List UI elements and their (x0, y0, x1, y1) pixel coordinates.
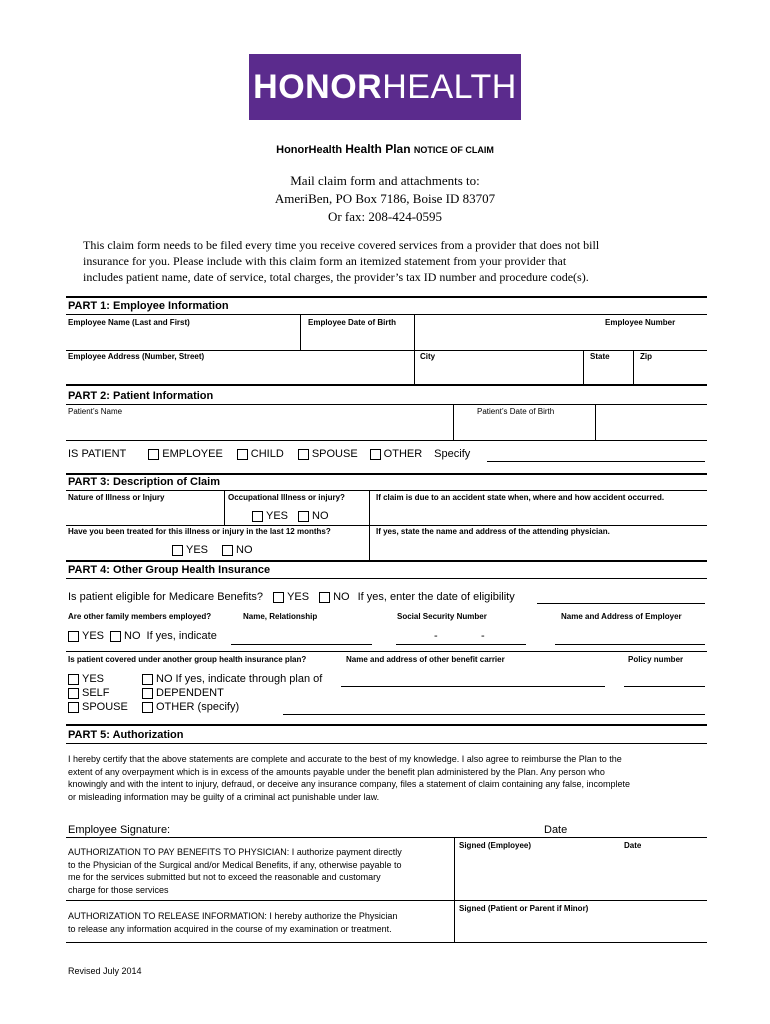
family-options: YES NO If yes, indicate (68, 630, 217, 642)
part3-heading: PART 3: Description of Claim (68, 476, 220, 488)
part5-heading: PART 5: Authorization (68, 729, 184, 741)
mail-instructions: Mail claim form and attachments to: AmeriBen, PO Box 7186, Boise ID 83707 Or fax: 208-424-0595 (274, 173, 496, 224)
treated-label: Have you been treated for this illness or injury in the last 12 months? (68, 527, 331, 536)
eligibility-date-input[interactable] (537, 603, 705, 604)
self-row: SELF (68, 687, 110, 699)
employer-label: Name and Address of Employer (561, 612, 682, 621)
medicare-yes-checkbox[interactable] (273, 592, 284, 603)
policy-label: Policy number (628, 655, 684, 664)
other-row: OTHER (specify) (142, 701, 239, 713)
employee-address-field[interactable]: Employee Address (Number, Street) (68, 352, 205, 361)
self-checkbox[interactable] (68, 688, 79, 699)
covered-label: Is patient covered under another group health insurance plan? (68, 655, 307, 664)
plan-spouse-checkbox[interactable] (68, 702, 79, 713)
auth-release-text: AUTHORIZATION TO RELEASE INFORMATION: I hereby authorize the Physician to release any information acquired in the course of my examination or treatment. (68, 911, 398, 934)
other-specify-input[interactable] (283, 714, 705, 715)
certification-text: I hereby certify that the above statements are complete and accurate to the best of my knowledge. I also agree to reimburse the Plan to the extent of any overpayment which is in excess of the amounts payable under the benefit plan administered by the Plan. Any person who knowingly and with the intent to injury, defraud, or deceive any insurance company, files a statement of claim containing any false, incomplete or misleading information may be guilty of a criminal act punishable under law. (68, 754, 630, 802)
treated-options: YES NO (172, 544, 253, 556)
dependent-checkbox[interactable] (142, 688, 153, 699)
patient-name-field[interactable]: Patient’s Name (68, 407, 123, 416)
occupational-yes-checkbox[interactable] (252, 511, 263, 522)
signed-employee-field[interactable]: Signed (Employee) (459, 841, 532, 850)
form-title: HonorHealth Health Plan NOTICE OF CLAIM (276, 142, 494, 156)
dependent-row: DEPENDENT (142, 687, 224, 699)
medicare-no-checkbox[interactable] (319, 592, 330, 603)
date-label: Date (544, 824, 568, 836)
city-field[interactable]: City (420, 352, 436, 361)
family-no-checkbox[interactable] (110, 631, 121, 642)
ssn-input[interactable] (396, 644, 526, 645)
employee-dob-field[interactable]: Employee Date of Birth (308, 318, 397, 327)
patient-dob-field[interactable]: Patient’s Date of Birth (477, 407, 555, 416)
covered-no-row: NO If yes, indicate through plan of (142, 673, 322, 685)
accident-field[interactable]: If claim is due to an accident state when, where and how accident occurred. (376, 493, 665, 502)
treated-yes-checkbox[interactable] (172, 545, 183, 556)
employee-number-field[interactable]: Employee Number (605, 318, 676, 327)
name-relationship-label: Name, Relationship (243, 612, 318, 621)
spouse-row: SPOUSE (68, 701, 128, 713)
name-relationship-input[interactable] (231, 644, 372, 645)
part4-heading: PART 4: Other Group Health Insurance (68, 564, 271, 576)
signed-patient-field[interactable]: Signed (Patient or Parent if Minor) (459, 904, 589, 913)
treated-no-checkbox[interactable] (222, 545, 233, 556)
signed-date-field[interactable]: Date (624, 841, 642, 850)
medicare-row: Is patient eligible for Medicare Benefits? YES NO If yes, enter the date of eligibility (68, 591, 515, 603)
part2-heading: PART 2: Patient Information (68, 390, 214, 402)
zip-field[interactable]: Zip (640, 352, 652, 361)
physician-field[interactable]: If yes, state the name and address of the attending physician. (376, 527, 610, 536)
spouse-checkbox[interactable] (298, 449, 309, 460)
family-yes-checkbox[interactable] (68, 631, 79, 642)
policy-input[interactable] (624, 686, 705, 687)
employee-name-field[interactable]: Employee Name (Last and First) (68, 318, 190, 327)
employee-signature-label: Employee Signature: (68, 824, 171, 836)
covered-yes-checkbox[interactable] (68, 674, 79, 685)
covered-yes-row: YES (68, 673, 104, 685)
employee-checkbox[interactable] (148, 449, 159, 460)
revised-date: Revised July 2014 (68, 966, 142, 976)
child-checkbox[interactable] (237, 449, 248, 460)
carrier-label: Name and address of other benefit carrier (346, 655, 505, 664)
state-field[interactable]: State (590, 352, 610, 361)
occupational-no-checkbox[interactable] (298, 511, 309, 522)
is-patient-row: IS PATIENT EMPLOYEE CHILD SPOUSE OTHER Specify (68, 448, 471, 460)
plan-other-checkbox[interactable] (142, 702, 153, 713)
occupational-label: Occupational Illness or injury? (228, 493, 345, 502)
specify-input[interactable] (487, 461, 705, 462)
carrier-input[interactable] (341, 686, 605, 687)
employer-input[interactable] (555, 644, 705, 645)
nature-field[interactable]: Nature of Illness or Injury (68, 493, 165, 502)
family-employed-label: Are other family members employed? (68, 612, 212, 621)
honorhealth-logo: HONORHEALTH (249, 54, 521, 120)
other-checkbox[interactable] (370, 449, 381, 460)
intro-text: This claim form needs to be filed every time you receive covered services from a provider that does not bill insurance for you. Please include with this claim form an itemized statement from your provider that includes patient name, date of service, total charges, the provider’s tax ID number and procedure code(s). (83, 238, 600, 284)
part1-heading: PART 1: Employee Information (68, 300, 229, 312)
ssn-label: Social Security Number (397, 612, 487, 621)
covered-no-checkbox[interactable] (142, 674, 153, 685)
occupational-options: YES NO (252, 510, 329, 522)
auth-pay-text: AUTHORIZATION TO PAY BENEFITS TO PHYSICIAN: I authorize payment directly to the Physician of the Surgical and/or Medical Benefits, if any, otherwise payable to me for the services submitted but not to exceed the reasonable and customary charge for those services (68, 847, 402, 895)
